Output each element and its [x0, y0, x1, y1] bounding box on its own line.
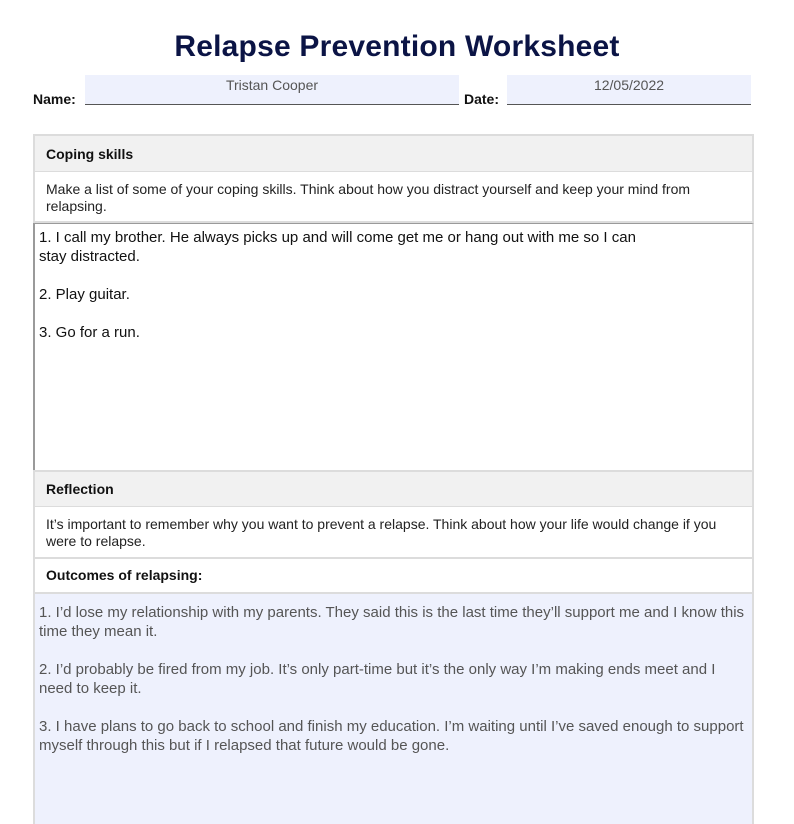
- date-field[interactable]: [507, 75, 751, 105]
- coping-skills-textarea[interactable]: [33, 223, 754, 471]
- name-label: Name:: [33, 91, 76, 107]
- outcomes-subheading: Outcomes of relapsing:: [33, 559, 754, 594]
- section-instructions-coping-skills: Make a list of some of your coping skills. Think about how you distract yourself and keep your mind from relapsing.: [33, 171, 754, 223]
- date-label: Date:: [464, 91, 500, 107]
- outcomes-textarea[interactable]: [33, 594, 754, 824]
- page-title: Relapse Prevention Worksheet: [174, 30, 620, 63]
- name-field[interactable]: [85, 75, 459, 105]
- section-instructions-reflection: It’s important to remember why you want to prevent a relapse. Think about how your life would change if you were to relapse.: [33, 506, 754, 559]
- section-header-reflection: Reflection: [33, 470, 754, 507]
- section-header-coping-skills: Coping skills: [33, 134, 754, 172]
